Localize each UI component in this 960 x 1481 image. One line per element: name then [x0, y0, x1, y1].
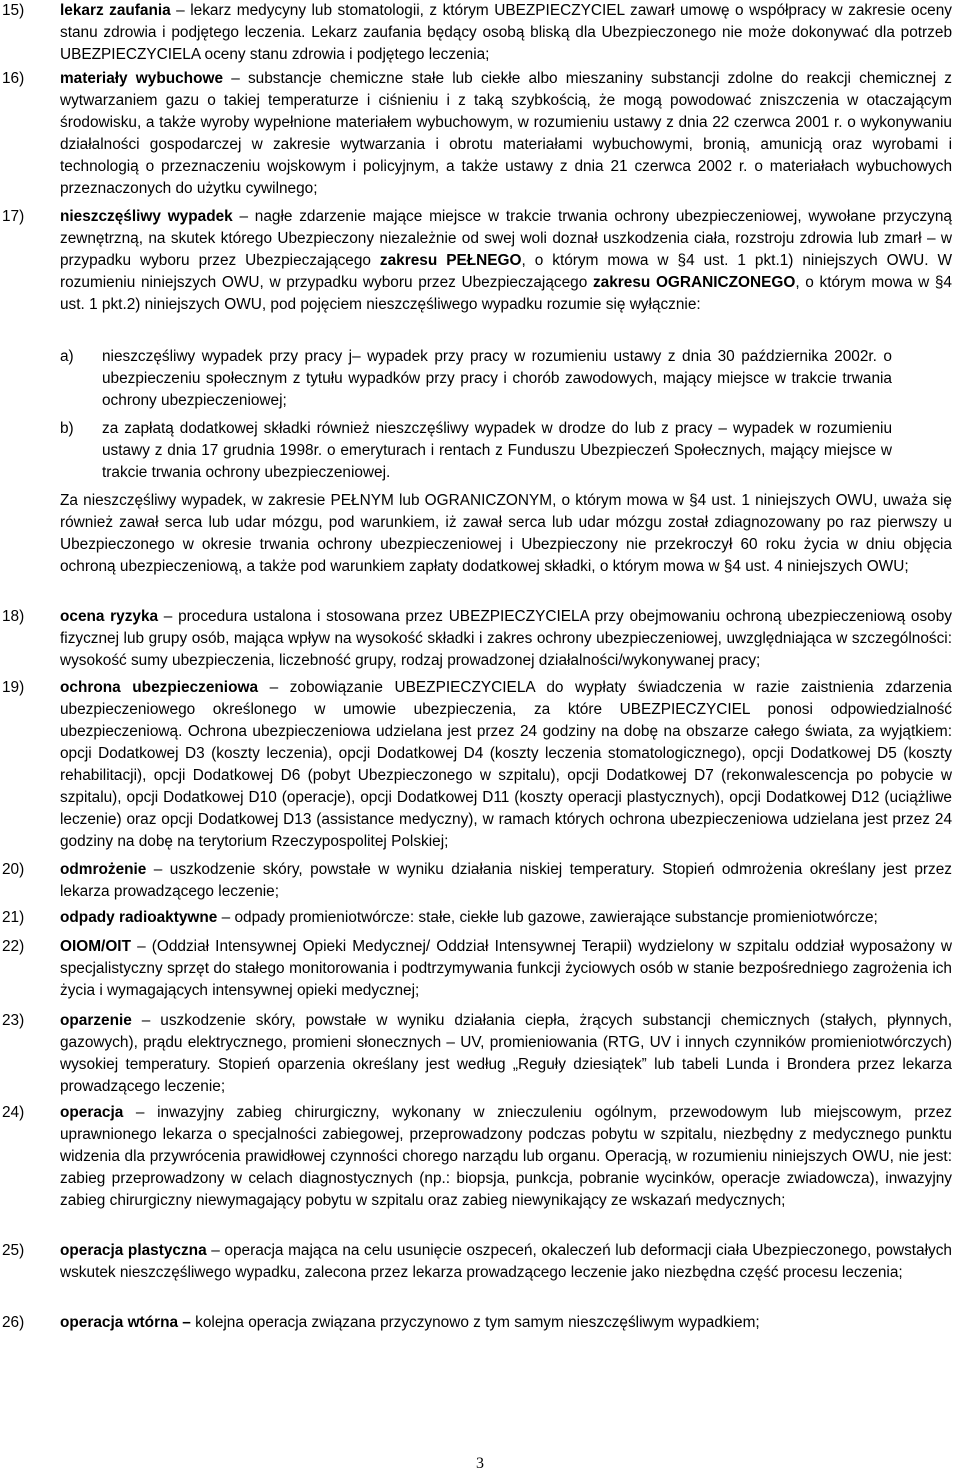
sub-item-text: za zapłatą dodatkowej składki również nieszczęśliwy wypadek w drodze do lub z pracy – wypadek w rozumieniu ustawy z dnia 17 grudnia 1998r. o emeryturach i rentach z Funduszu Ubezpieczeń Społecznych, mający miejsce w trakcie trwania ochrony ubezpieczeniowej.: [102, 420, 892, 481]
definition-text: , o którym mowa w §4 ust. 1 pkt.2) niniejszych OWU, pod pojęciem nieszczęśliwego wypadku rozumie się wyłącznie:: [60, 274, 952, 313]
scope-full: zakresu PEŁNEGO: [379, 252, 522, 269]
definition-text: – nagłe zdarzenie mające miejsce w trakcie trwania ochrony ubezpieczeniowej, wywołane przyczyną zewnętrzną, na skutek którego Ubezpieczony niezależnie od swej woli doznał uszkodzenia ciała, rozstroju zdrowia lub zmarł – w przypadku wyboru przez Ubezpieczającego: [60, 208, 952, 269]
item-number: 23): [2, 1012, 25, 1029]
term: operacja plastyczna: [60, 1242, 207, 1259]
definition-text: – uszkodzenie skóry, powstałe w wyniku działania ciepła, żrących substancji chemicznych (stałych, płynnych, gazowych), prądu elektrycznego, promieni słonecznych – UV, promieniowania (RTG, UV i innych czynników promieniotwórczych) wysokiej temperatury. Stopień oparzenia określany jest według „Reguły dziesiątek” lub tabeli Lunda i Brondera przez lekarza prowadzącego leczenie;: [60, 1012, 952, 1095]
term: lekarz zaufania: [60, 2, 171, 19]
item-number: 15): [2, 2, 25, 19]
item-number: 19): [2, 679, 25, 696]
term: oparzenie: [60, 1012, 132, 1029]
sub-item-b: [60, 418, 900, 484]
item-number: 18): [2, 608, 25, 625]
definition-17: [0, 206, 960, 316]
definition-text: – substancje chemiczne stałe lub ciekłe albo mieszaniny substancji zdolne do reakcji chemicznej z wytwarzaniem gazu o takiej temperaturze i ciśnieniu i z taką szybkością, że mogą powodować zniszczenia w otaczającym środowisku, a także wyroby wypełnione materiałem wybuchowym, w rozumieniu ustawy z dnia 22 czerwca 2001 r. o wykonywaniu działalności gospodarczej w zakresie wytwarzania i obrotu materiałami wybuchowymi, bronią, amunicją oraz wyrobami i technologią o przeznaczeniu wojskowym i policyjnym, a także ustawy z dnia 21 czerwca 2002 r. o materiałach wybuchowych przeznaczonych do użytku cywilnego;: [60, 70, 952, 197]
item-number: 22): [2, 938, 25, 955]
definition-20: [0, 859, 960, 903]
term: odmrożenie: [60, 861, 147, 878]
definition-text: , o którym mowa w §4 ust. 1 pkt.1) niniejszych OWU. W rozumieniu niniejszych OWU, w przypadku wyboru przez Ubezpieczającego: [60, 252, 953, 291]
term: operacja: [60, 1104, 124, 1121]
term: materiały wybuchowe: [60, 70, 224, 87]
definition-text: – zobowiązanie UBEZPIECZYCIELA do wypłaty świadczenia w razie zaistnienia zdarzenia ubezpieczeniowego określonego w umowie ubezpieczenia, za które UBEZPIECZYCIEL ponosi odpowiedzialność ubezpieczeniową. Ochrona ubezpieczeniowa udzielana jest przez 24 godziny na dobę na obszarze całego świata, za wyjątkiem: opcji Dodatkowej D3 (koszty leczenia), opcji Dodatkowej D4 (koszty leczenia stomatologicznego), opcji Dodatkowej D5 (koszty rehabilitacji), opcji Dodatkowej D6 (pobyt Ubezpieczonego w szpitalu), opcji Dodatkowej D7 (rekonwalescencja po pobycie w szpitalu), opcji Dodatkowej D10 (operacje), opcji Dodatkowej D11 (koszty operacji plastycznych), opcji Dodatkowej D12 (uciążliwe leczenie) oraz opcji Dodatkowej D13 (assistance medyczny), w ramach których ochrona ubezpieczeniowa udzielana jest przez 24 godziny na dobę na terytorium Rzeczypospolitej Polskiej;: [60, 679, 952, 850]
definition-24: [0, 1102, 960, 1212]
definition-text: – operacja mająca na celu usunięcie oszpeceń, okaleczeń lub deformacji ciała Ubezpieczonego, powstałych wskutek nieszczęśliwego wypadku, zalecona przez lekarza prowadzącego leczenie jako niezbędna część procesu leczenia;: [60, 1242, 952, 1281]
item-number: 21): [2, 909, 25, 926]
sub-item-letter: a): [60, 348, 74, 365]
term: ochrona ubezpieczeniowa: [60, 679, 258, 696]
term: OIOM/OIT: [60, 938, 131, 955]
item-number: 17): [2, 208, 25, 225]
term: ocena ryzyka: [60, 608, 159, 625]
definition-21: [0, 907, 960, 929]
term: odpady radioaktywne: [60, 909, 218, 926]
sub-item-a: [60, 346, 900, 412]
definition-text: – procedura ustalona i stosowana przez UBEZPIECZYCIELA przy obejmowaniu ochroną ubezpieczeniową osoby fizycznej lub grupy osób, mająca wpływ na wysokość składki i zakres ochrony ubezpieczeniowej, uwzględniająca w szczególności: wysokość sumy ubezpieczenia, liczebność grupy, rodzaj prowadzonej działalności/wykonywanej pracy;: [60, 608, 952, 669]
definition-22: [0, 936, 960, 1002]
definition-text: – inwazyjny zabieg chirurgiczny, wykonany w znieczuleniu ogólnym, przewodowym lub miejscowym, przez uprawnionego lekarza o specjalności zabiegowej, przeprowadzony podczas pobytu w szpitalu, niezbędny z medycznego punktu widzenia dla przywrócenia prawidłowej czynności chorego narządu lub organu. Operacją, w rozumieniu niniejszych OWU, nie jest: zabieg przeprowadzony w celach diagnostycznych (np.: biopsja, punkcja, pobranie wycinków, operacje zwiadowcza), inwazyjny zabieg chirurgiczny niewymagający pobytu w szpitalu oraz zabieg niewynikający ze wskazań medycznych;: [60, 1104, 952, 1209]
definition-text: kolejna operacja związana przyczynowo z tym samym nieszczęśliwym wypadkiem;: [190, 1314, 760, 1331]
definition-15: [0, 0, 960, 66]
sub-item-letter: b): [60, 420, 74, 437]
term: nieszczęśliwy wypadek: [60, 208, 233, 225]
definition-text: – (Oddział Intensywnej Opieki Medycznej/ Oddział Intensywnej Terapii) wydzielony w szpitalu oddział wyposażony w specjalistyczny sprzęt do stałego monitorowania i podtrzymywania funkcji życiowych osób w stanie bezpośredniego zagrożenia ich życia i wymagających intensywnej opieki medycznej;: [60, 938, 952, 999]
definition-text: – lekarz medycyny lub stomatologii, z którym UBEZPIECZYCIEL zawarł umowę o współpracy w zakresie oceny stanu zdrowia i podjętego leczenia. Lekarz zaufania będący osobą bliską dla Ubezpieczonego nie może dokonywać dla potrzeb UBEZPIECZYCIELA oceny stanu zdrowia i podjętego leczenia;: [60, 2, 952, 63]
item-number: 24): [2, 1104, 25, 1121]
definition-16: [0, 68, 960, 200]
scope-limited: zakresu OGRANICZONEGO: [592, 274, 796, 291]
definition-18: [0, 606, 960, 672]
definition-26: [0, 1312, 960, 1334]
item-number: 25): [2, 1242, 25, 1259]
item-number: 20): [2, 861, 25, 878]
definition-19: [0, 677, 960, 853]
term: operacja wtórna –: [60, 1314, 191, 1331]
item-number: 16): [2, 70, 25, 87]
definition-text: – odpady promieniotwórcze: stałe, ciekłe lub gazowe, zawierające substancje promieniotwórcze;: [217, 909, 878, 926]
page-number: 3: [476, 1455, 484, 1472]
definition-text: – uszkodzenie skóry, powstałe w wyniku działania niskiej temperatury. Stopień odmrożenia określany jest przez lekarza prowadzącego leczenie;: [60, 861, 952, 900]
definition-25: [0, 1240, 960, 1284]
definition-23: [0, 1010, 960, 1098]
sub-item-text: nieszczęśliwy wypadek przy pracy j– wypadek przy pracy w rozumieniu ustawy z dnia 30 października 2002r. o ubezpieczeniu społecznym z tytułu wypadków przy pracy i chorób zawodowych, mający miejsce w trakcie trwania ochrony ubezpieczeniowej;: [102, 348, 892, 409]
item-number: 26): [2, 1314, 25, 1331]
definition-17-note: Za nieszczęśliwy wypadek, w zakresie PEŁNYM lub OGRANICZONYM, o którym mowa w §4 ust. 1 niniejszych OWU, uważa się również zawał serca lub udar mózgu, pod warunkiem, iż zawał serca lub udar mózgu został zdiagnozowany po raz pierwszy u Ubezpieczonego w okresie trwania ochrony ubezpieczeniowej i Ubezpieczony nie przekroczył 60 roku życia w dniu objęcia ochroną ubezpieczeniową, a także pod warunkiem zapłaty dodatkowej składki, o którym mowa w §4 ust. 4 niniejszych OWU;: [60, 492, 952, 575]
